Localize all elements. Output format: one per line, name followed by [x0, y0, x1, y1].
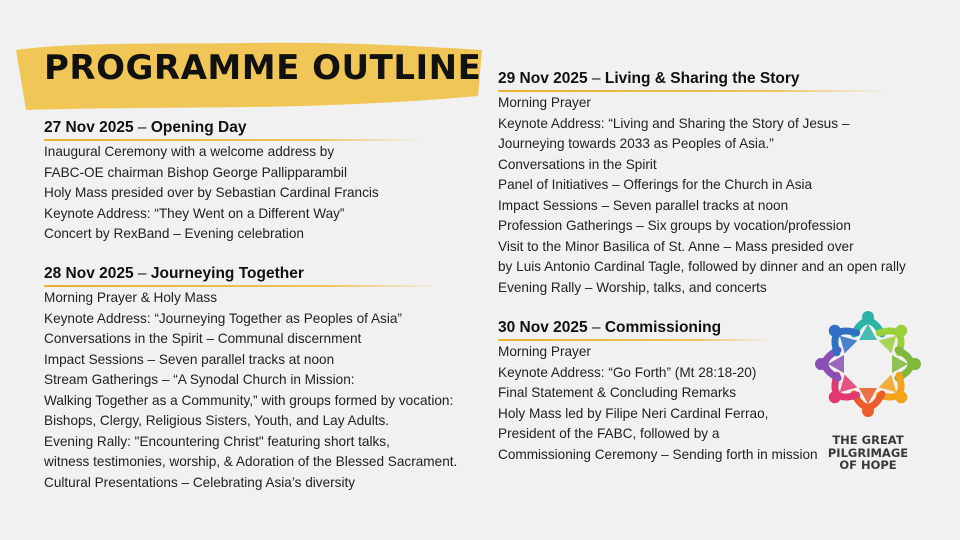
list-item: Commissioning Ceremony – Sending forth in mission [498, 446, 818, 462]
list-item: Holy Mass presided over by Sebastian Cardinal Francis [44, 185, 379, 200]
list-item: Impact Sessions – Seven parallel tracks at noon [498, 197, 789, 213]
day-section-4 [498, 318, 818, 465]
list-item: Walking Together as a Community,” with groups formed by vocation: [44, 392, 454, 408]
list-item: Profession Gatherings – Six groups by vocation/profession [498, 218, 851, 233]
list-item: by Luis Antonio Cardinal Tagle, followed by dinner and an open rally [498, 259, 906, 274]
section-name: Opening Day [150, 119, 247, 136]
section-date: 29 Nov 2025 [498, 70, 588, 87]
list-item: President of the FABC, followed by a [498, 426, 720, 441]
heading-underline [498, 339, 773, 341]
section-heading: 30 Nov 2025 – Commissioning [498, 318, 818, 341]
section-name: Commissioning [604, 319, 722, 336]
logo-line: THE GREAT [832, 433, 904, 447]
list-item: Keynote Address: “Go Forth” (Mt 28:18-20) [498, 364, 757, 380]
logo-line: PILGRIMAGE [827, 445, 909, 460]
list-item: Keynote Address: “They Went on a Different Way” [44, 205, 345, 221]
day-section-1 [44, 118, 379, 245]
list-item: FABC-OE chairman Bishop George Pallipparambil [44, 164, 347, 180]
heading-underline [44, 139, 424, 141]
list-item: Visit to the Minor Basilica of St. Anne – Mass presided over [498, 238, 854, 254]
list-item: Stream Gatherings – “A Synodal Church in Mission: [44, 372, 355, 387]
list-item: Evening Rally: "Encountering Christ" featuring short talks, [44, 433, 390, 449]
section-date: 30 Nov 2025 [498, 319, 588, 336]
heading-underline [44, 285, 444, 287]
section-heading: 27 Nov 2025 – Opening Day [44, 118, 379, 141]
section-heading: 29 Nov 2025 – Living & Sharing the Story [498, 69, 906, 92]
list-item: witness testimonies, worship, & Adoration of the Blessed Sacrament. [44, 454, 458, 469]
list-item: Morning Prayer & Holy Mass [44, 290, 217, 305]
list-item: Impact Sessions – Seven parallel tracks at noon [44, 351, 335, 367]
section-name: Journeying Together [150, 265, 304, 282]
list-item: Cultural Presentations – Celebrating Asia’s diversity [44, 474, 356, 490]
heading-underline [498, 90, 888, 92]
list-item: Conversations in the Spirit [498, 156, 657, 172]
list-item: Inaugural Ceremony with a welcome address by [44, 144, 335, 159]
logo-text [798, 434, 938, 472]
list-item: Conversations in the Spirit – Communal discernment [44, 331, 362, 346]
list-item: Bishops, Clergy, Religious Sisters, Youth, and Lay Adults. [44, 413, 390, 428]
section-name: Living & Sharing the Story [604, 70, 800, 87]
list-item: Evening Rally – Worship, talks, and concerts [498, 279, 767, 295]
list-item: Holy Mass led by Filipe Neri Cardinal Ferrao, [498, 405, 769, 421]
list-item: Panel of Initiatives – Offerings for the Church in Asia [498, 177, 813, 192]
list-item: Final Statement & Concluding Remarks [498, 385, 736, 400]
list-item: Keynote Address: “Journeying Together as Peoples of Asia” [44, 310, 402, 326]
people-circle-logo-icon [798, 298, 938, 433]
list-item: Journeying towards 2033 as Peoples of Asia.” [498, 136, 774, 151]
pilgrimage-of-hope-logo [798, 298, 938, 473]
list-item: Keynote Address: “Living and Sharing the Story of Jesus – [498, 115, 850, 131]
day-section-3 [498, 69, 906, 298]
list-item: Concert by RexBand – Evening celebration [44, 226, 304, 241]
section-date: 28 Nov 2025 [44, 265, 134, 282]
list-item: Morning Prayer [498, 344, 591, 359]
section-date: 27 Nov 2025 [44, 119, 134, 136]
day-section-2 [44, 264, 457, 493]
section-heading: 28 Nov 2025 – Journeying Together [44, 264, 457, 287]
list-item: Morning Prayer [498, 95, 591, 110]
page-title: PROGRAMME OUTLINE [44, 48, 482, 88]
logo-line: OF HOPE [839, 458, 897, 472]
